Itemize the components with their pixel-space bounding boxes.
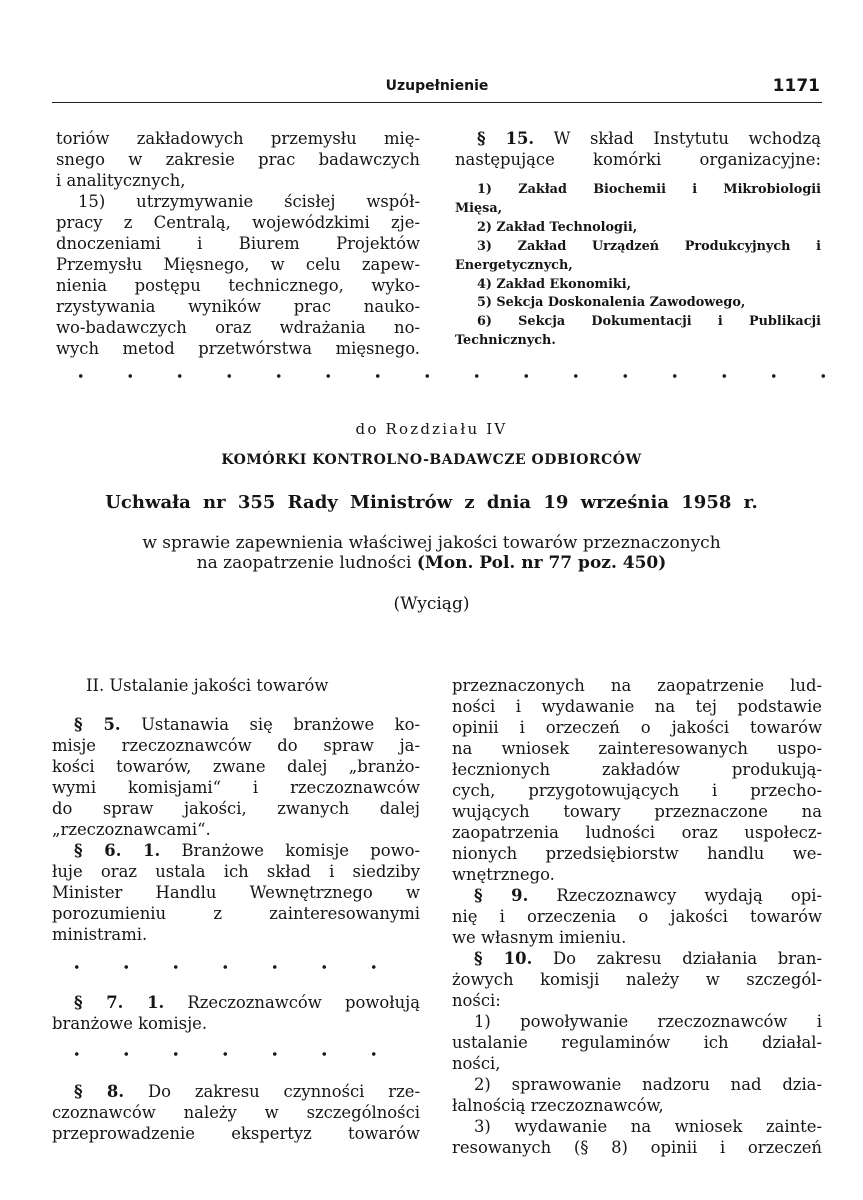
list-item-cont: Mięsa, xyxy=(455,200,503,216)
text-line: 2) sprawowanie nadzoru nad dzia- xyxy=(474,1075,822,1094)
resolution-title: Uchwała nr 355 Rady Ministrów z dnia 19 września 1958 r. xyxy=(105,492,758,513)
list-item: 3) Zakład Urządzeń Produkcyjnych i xyxy=(477,238,821,254)
text-line: Minister Handlu Wewnętrznego w xyxy=(52,883,420,902)
text-line: i analitycznych, xyxy=(56,171,186,190)
running-title: Uzupełnienie xyxy=(385,78,489,94)
text-line: ności, xyxy=(452,1054,501,1073)
text-line: branżowe komisje. xyxy=(52,1014,208,1033)
top-right-column xyxy=(455,128,821,170)
section-number: § 6. 1. xyxy=(74,841,161,860)
text-line: ministrami. xyxy=(52,925,148,944)
paragraph-5 xyxy=(52,714,420,840)
list-item: 2) Zakład Technologii, xyxy=(477,219,638,235)
text-line: czoznawców należy w szczególności xyxy=(52,1103,420,1122)
section-number: § 7. 1. xyxy=(74,993,165,1012)
text-line: toriów zakładowych przemysłu mię- xyxy=(56,129,420,148)
text-line: wych metod przetwórstwa mięsnego. xyxy=(56,339,420,358)
text-line: rzystywania wyników prac nauko- xyxy=(56,297,420,316)
text-span: Do zakresu czynności rze- xyxy=(147,1082,420,1101)
text-line: na wniosek zainteresowanych uspo- xyxy=(452,739,822,758)
paragraph-intro-line xyxy=(455,128,821,149)
section-number: § 15. xyxy=(477,129,535,148)
section-title: KOMÓRKI KONTROLNO-BADAWCZE ODBIORCÓW xyxy=(221,452,642,468)
text-line: wymi komisjami“ i rzeczoznawców xyxy=(52,778,420,797)
text-line xyxy=(52,840,420,861)
dotted-separator xyxy=(56,372,826,380)
section-number: § 5. xyxy=(74,715,121,734)
running-header xyxy=(52,76,822,103)
text-line: nię i orzeczenia o jakości towarów xyxy=(452,907,822,926)
source-citation: (Mon. Pol. nr 77 poz. 450) xyxy=(416,553,667,573)
text-line: przeprowadzenie ekspertyz towarów xyxy=(52,1124,420,1143)
text-line: przeznaczonych na zaopatrzenie lud- xyxy=(452,676,822,695)
text-line: porozumieniu z zainteresowanymi xyxy=(52,904,420,923)
top-left-column xyxy=(56,128,420,359)
text-line: 15) utrzymywanie ścisłej współ- xyxy=(78,192,420,211)
text-line: wnętrznego. xyxy=(452,865,555,884)
list-item: 1) Zakład Biochemii i Mikrobiologii xyxy=(477,182,821,197)
text-span: Do zakresu działania bran- xyxy=(553,949,822,968)
text-line: „rzeczoznawcami“. xyxy=(52,820,211,839)
resolution-subject-line xyxy=(40,553,823,573)
text-line: zaopatrzenia ludności oraz uspołecz- xyxy=(452,823,822,842)
text-line: łecznionych zakładów produkują- xyxy=(452,760,822,779)
text-span: Ustanawia się branżowe ko- xyxy=(141,715,421,734)
text-line xyxy=(452,885,822,906)
text-line: 3) wydawanie na wniosek zainte- xyxy=(474,1117,822,1136)
text-line: kości towarów, zwane dalej „branżo- xyxy=(52,757,420,776)
text-line: wujących towary przeznaczone na xyxy=(452,802,822,821)
text-line xyxy=(52,992,420,1013)
text-span: Rzeczoznawców powołują xyxy=(187,993,420,1012)
text-span: na zaopatrzenie ludności xyxy=(196,553,412,573)
units-list xyxy=(455,181,821,351)
bottom-right-column xyxy=(452,675,822,1158)
text-line: ności: xyxy=(452,991,501,1010)
text-line: 1) powoływanie rzeczoznawców i xyxy=(474,1012,822,1031)
section-number: § 8. xyxy=(74,1082,125,1101)
text-span: Rzeczoznawcy wydają opi- xyxy=(556,886,822,905)
text-line: żowych komisji należy w szczegól- xyxy=(452,970,822,989)
page-number: 1171 xyxy=(772,76,820,96)
text-line: wo-badawczych oraz wdrażania no- xyxy=(56,318,420,337)
text-line: do spraw jakości, zwanych dalej xyxy=(52,799,420,818)
text-line: Przemysłu Mięsnego, w celu zapew- xyxy=(56,255,420,274)
section-number: § 10. xyxy=(474,949,533,968)
text-line: dnoczeniami i Biurem Projektów xyxy=(56,234,420,253)
text-line: we własnym imieniu. xyxy=(452,928,627,947)
text-line: łalnością rzeczoznawców, xyxy=(452,1096,664,1115)
paragraph-8 xyxy=(52,1081,420,1144)
text-line: następujące komórki organizacyjne: xyxy=(455,150,821,169)
text-line: opinii i orzeczeń o jakości towarów xyxy=(452,718,822,737)
text-line: ności i wydawanie na tej podstawie xyxy=(452,697,822,716)
text-line: misje rzeczoznawców do spraw ja- xyxy=(52,736,420,755)
chapter-reference: do Rozdziału IV xyxy=(355,420,508,438)
text-line: nienia postępu technicznego, wyko- xyxy=(56,276,420,295)
bottom-left-column xyxy=(52,675,420,696)
list-item-cont: Technicznych. xyxy=(455,333,556,349)
list-item-cont: Energetycznych, xyxy=(455,257,573,273)
dotted-separator xyxy=(52,963,420,971)
paragraph-6 xyxy=(52,840,420,945)
text-line: snego w zakresie prac badawczych xyxy=(56,150,420,169)
text-line xyxy=(452,948,822,969)
text-line xyxy=(52,714,420,735)
list-item: 6) Sekcja Dokumentacji i Publikacji xyxy=(477,314,821,330)
extract-label: (Wyciąg) xyxy=(393,594,470,614)
list-item: 4) Zakład Ekonomiki, xyxy=(477,276,632,292)
text-line: resowanych (§ 8) opinii i orzeczeń xyxy=(452,1138,822,1157)
text-span: W skład Instytutu wchodzą xyxy=(553,129,821,148)
text-line: pracy z Centralą, wojewódzkimi zje- xyxy=(56,213,420,232)
paragraph-7 xyxy=(52,992,420,1034)
text-span: Branżowe komisje powo- xyxy=(181,841,421,860)
list-item: 5) Sekcja Doskonalenia Zawodowego, xyxy=(477,295,746,311)
resolution-subject-line: w sprawie zapewnienia właściwej jakości towarów przeznaczonych xyxy=(142,533,721,553)
dotted-separator xyxy=(52,1050,420,1058)
text-line: cych, przygotowujących i przecho- xyxy=(452,781,822,800)
text-line: ustalanie regulaminów ich działal- xyxy=(452,1033,822,1052)
text-line xyxy=(52,1081,420,1102)
text-line: łuje oraz ustala ich skład i siedziby xyxy=(52,862,420,881)
section-number: § 9. xyxy=(474,886,529,905)
text-line: nionych przedsiębiorstw handlu we- xyxy=(452,844,822,863)
subheading: II. Ustalanie jakości towarów xyxy=(86,676,329,695)
